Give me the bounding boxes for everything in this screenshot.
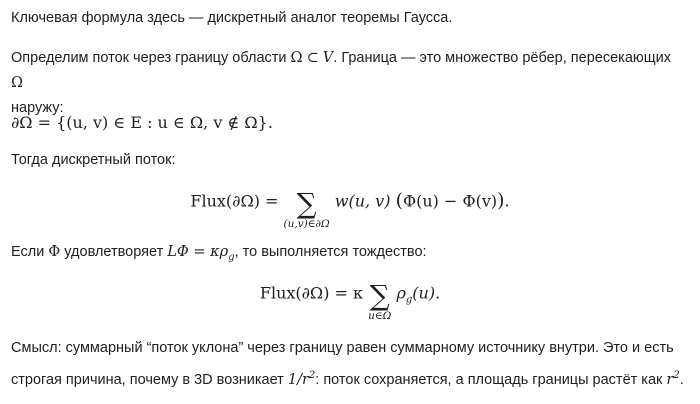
sum-sign: ∑ xyxy=(369,279,390,312)
text: удовлетворяет xyxy=(64,244,164,260)
text: Смысл: суммарный “поток уклона” через границу равен суммарному источнику внутри. Это и есть строгая причина, почему в 3D возникает xyxy=(11,340,674,388)
text: . xyxy=(679,371,684,388)
text: : поток сохраняется, а площадь границы растёт как xyxy=(315,371,663,388)
text: Если xyxy=(11,244,45,260)
eq-sub: g xyxy=(228,251,235,263)
boundary-definition: ∂Ω = {(u, v) ∈ E : u ∈ Ω, v ∉ Ω}. xyxy=(11,113,273,132)
sum-subscript: (u,v)∈∂Ω xyxy=(283,218,330,230)
math-omega: Ω xyxy=(11,75,24,91)
math-inverse-square xyxy=(288,372,315,388)
math-r-squared xyxy=(666,372,679,388)
sum-sign: ∑ xyxy=(296,187,317,220)
text: . Граница — это множество рёбер, пересекающих xyxy=(333,50,672,66)
math-V: V xyxy=(322,50,334,66)
flux-lhs: Flux(∂Ω) = xyxy=(190,191,279,211)
flux-identity xyxy=(0,274,700,322)
exp: 2 xyxy=(308,370,316,381)
rho-sub: g xyxy=(405,294,413,306)
potential-diff: Φ(u) − Φ(v) xyxy=(402,191,498,211)
one-over-r: 1/r xyxy=(287,371,309,388)
sum-operator xyxy=(368,279,392,322)
para-meaning xyxy=(11,334,686,394)
exp: 2 xyxy=(673,370,680,381)
text: наружу: xyxy=(11,100,64,116)
math-omega: Ω xyxy=(290,50,303,66)
sum-subscript: u∈Ω xyxy=(368,310,392,322)
r: r xyxy=(666,371,674,388)
eq-text: LΦ = κρ xyxy=(167,244,229,260)
math-equation xyxy=(167,244,235,263)
rho: ρ xyxy=(396,283,406,303)
text: Определим поток через границу области xyxy=(11,50,287,66)
rho-arg: (u). xyxy=(412,283,441,303)
flux-equation: Flux(∂Ω) = ∑ (u,v)∈∂Ω w(u, v) (Φ(u) − Φ(v)). xyxy=(190,187,510,230)
para-condition xyxy=(11,240,686,270)
math-Phi: Φ xyxy=(48,244,61,260)
text: , то выполняется тождество: xyxy=(234,244,427,260)
weight-term: w(u, v) xyxy=(334,191,391,211)
math-subset: ⊂ xyxy=(306,50,319,66)
flux2-lhs: Flux(∂Ω) = κ xyxy=(259,283,364,303)
sum-operator xyxy=(283,187,330,230)
intro-text: Ключевая формула здесь — дискретный аналог теоремы Гаусса. xyxy=(11,10,453,26)
para-flux-intro: Тогда дискретный поток: xyxy=(11,152,176,168)
